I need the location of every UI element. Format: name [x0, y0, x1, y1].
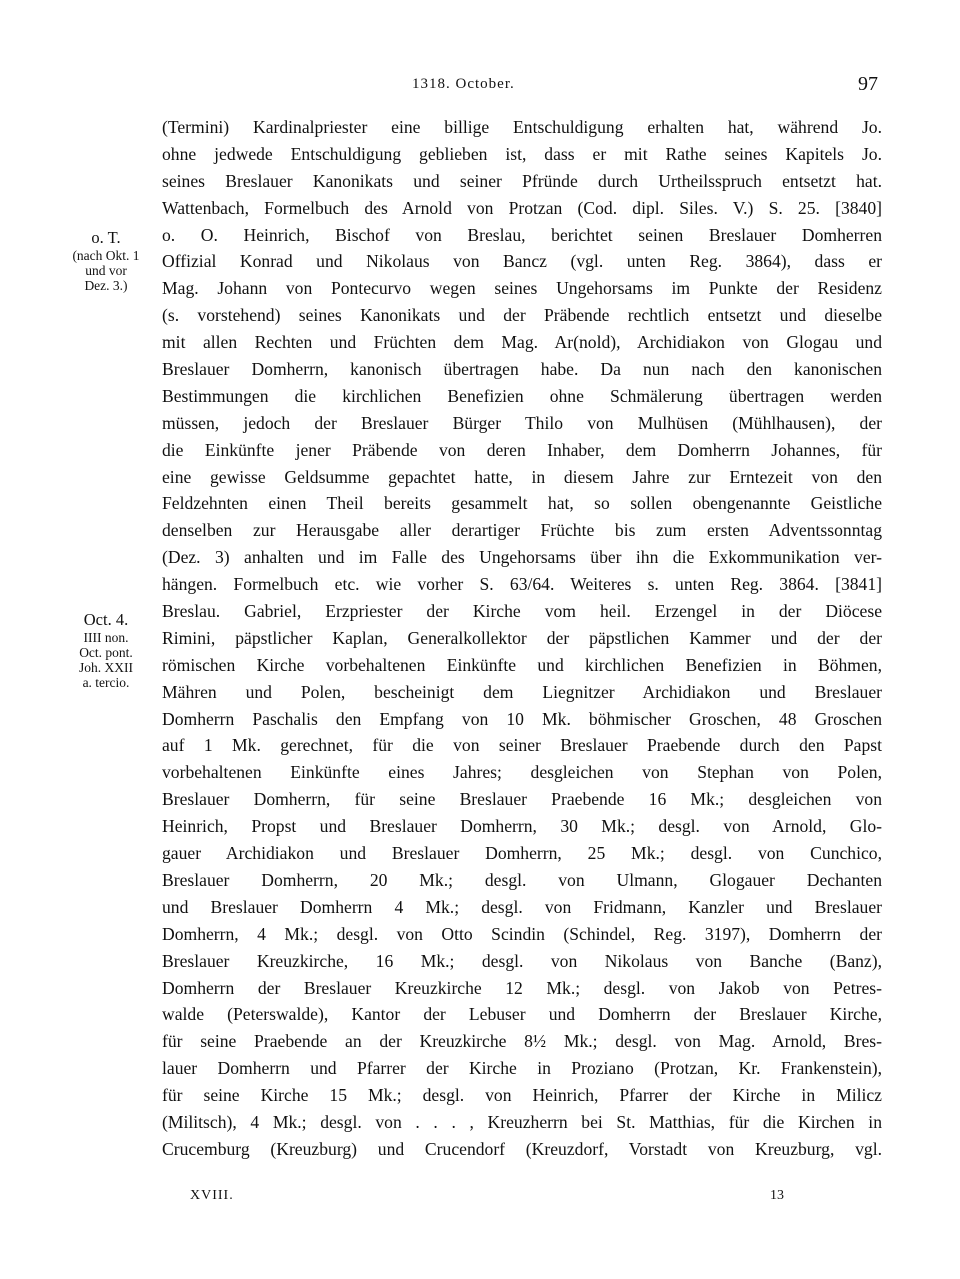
text-line: vorbehaltenen Einkünfte eines Jahres; desgleichen von Stephan von Polen,: [162, 762, 882, 783]
text-line: Mag. Johann von Pontecurvo wegen seines Ungehorsams im Punkte der Residenz: [162, 278, 882, 299]
text-line: römischen Kirche vorbehaltenen Einkünfte und kirchlichen Benefizien in Böhmen,: [162, 654, 882, 675]
text-line: auf 1 Mk. gerechnet, für die von seiner Breslauer Praebende durch den Papst: [162, 735, 882, 756]
text-line: lauer Domherrn und Pfarrer der Kirche in Proziano (Protzan, Kr. Frankenstein),: [162, 1058, 882, 1079]
margin-note-line: Dez. 3.): [84, 278, 128, 293]
margin-note-2: [58, 610, 154, 690]
text-line: eine gewisse Geldsumme gepachtet hatte, in diesem Jahre zur Erntezeit von den: [162, 466, 882, 487]
text-line: Breslauer Domherrn, 20 Mk.; desgl. von Ulmann, Glogauer Dechanten: [162, 869, 882, 890]
signature-mark: XVIII.: [190, 1188, 234, 1203]
text-line: Offizial Konrad und Nikolaus von Bancz (vgl. unten Reg. 3864), dass er: [162, 251, 882, 272]
margin-note-line: a. tercio.: [82, 675, 130, 690]
margin-note-line: (nach Okt. 1: [72, 248, 140, 263]
margin-note-line: o. T.: [91, 228, 121, 247]
text-line: Mähren und Polen, bescheinigt dem Liegnitzer Archidiakon und Breslauer: [162, 681, 882, 702]
margin-note-line: IIII non.: [83, 630, 129, 645]
text-line: Domherrn, 4 Mk.; desgl. von Otto Scindin (Schindel, Reg. 3197), Domherrn der: [162, 923, 882, 944]
text-line: Wattenbach, Formelbuch des Arnold von Protzan (Cod. dipl. Siles. V.) S. 25. [3840]: [162, 197, 882, 218]
text-line: Heinrich, Propst und Breslauer Domherrn, 30 Mk.; desgl. von Arnold, Glo-: [162, 816, 882, 837]
text-line: Breslauer Domherrn, für seine Breslauer Praebende 16 Mk.; desgleichen von: [162, 789, 882, 810]
text-line: Feldzehnten einen Theil bereits gesammelt hat, so sollen obengenannte Geistliche: [162, 493, 882, 514]
margin-note-line: Oct. pont.: [79, 645, 133, 660]
text-line: und Breslauer Domherrn 4 Mk.; desgl. von Fridmann, Kanzler und Breslauer: [162, 896, 882, 917]
margin-note-line: Oct. 4.: [83, 610, 129, 629]
text-line: ohne jedwede Entschuldigung geblieben ist, dass er mit Rathe seines Kapitels Jo.: [162, 143, 882, 164]
text-line: (Dez. 3) anhalten und im Falle des Ungehorsams über ihn die Exkommunikation ver-: [162, 547, 882, 568]
text-line: für seine Praebende an der Kreuzkirche 8½ Mk.; desgl. von Mag. Arnold, Bres-: [162, 1031, 882, 1052]
text-line: o. O. Heinrich, Bischof von Breslau, berichtet seinen Breslauer Domherren: [162, 224, 882, 245]
text-line: Domherrn Paschalis den Empfang von 10 Mk. böhmischer Groschen, 48 Groschen: [162, 708, 882, 729]
body-text: [162, 114, 882, 1163]
text-line: hängen. Formelbuch etc. wie vorher S. 63/64. Weiteres s. unten Reg. 3864. [3841]: [162, 574, 882, 595]
margin-note-line: Joh. XXII: [79, 660, 133, 675]
text-line: seines Breslauer Kanonikats und seiner Pfründe durch Urtheilsspruch entsetzt hat.: [162, 170, 882, 191]
text-line: Breslauer Domherrn, kanonisch übertragen habe. Da nun nach den kanonischen: [162, 359, 882, 380]
text-line: mit allen Rechten und Früchten dem Mag. Ar(nold), Archidiakon von Glogau und: [162, 332, 882, 353]
text-line: Breslau. Gabriel, Erzpriester der Kirche vom heil. Erzengel in der Diöcese: [162, 601, 882, 622]
text-line: Breslauer Kreuzkirche, 16 Mk.; desgl. von Nikolaus von Banche (Banz),: [162, 950, 882, 971]
text-line: Bestimmungen die kirchlichen Benefizien ohne Schmälerung übertragen werden: [162, 385, 882, 406]
text-line: denselben zur Herausgabe aller derartiger Früchte bis zum ersten Adventssonntag: [162, 520, 882, 541]
text-line: (s. vorstehend) seines Kanonikats und der Präbende rechtlich entsetzt und dieselbe: [162, 305, 882, 326]
text-line: müssen, jedoch der Breslauer Bürger Thilo von Mulhüsen (Mühlhausen), der: [162, 412, 882, 433]
text-line: die Einkünfte jener Präbende von deren Inhaber, dem Domherrn Johannes, für: [162, 439, 882, 460]
margin-note-1: [58, 228, 154, 293]
text-line: Rimini, päpstlicher Kaplan, Generalkollektor der päpstlichen Kammer und der der: [162, 627, 882, 648]
text-line: gauer Archidiakon und Breslauer Domherrn, 25 Mk.; desgl. von Cunchico,: [162, 843, 882, 864]
page-number: 97: [858, 73, 878, 95]
signature-number: 13: [770, 1188, 784, 1203]
header-date: 1318. October.: [412, 76, 515, 92]
text-line: Domherrn der Breslauer Kreuzkirche 12 Mk.; desgl. von Jakob von Petres-: [162, 977, 882, 998]
text-line: für seine Kirche 15 Mk.; desgl. von Heinrich, Pfarrer der Kirche in Milicz: [162, 1085, 882, 1106]
text-line: (Militsch), 4 Mk.; desgl. von . . . , Kreuzherrn bei St. Matthias, für die Kirchen in: [162, 1111, 882, 1132]
text-line: (Termini) Kardinalpriester eine billige Entschuldigung erhalten hat, während Jo.: [162, 117, 882, 137]
text-line: walde (Peterswalde), Kantor der Lebuser und Domherrn der Breslauer Kirche,: [162, 1004, 882, 1025]
text-line: Crucemburg (Kreuzburg) und Crucendorf (Kreuzdorf, Vorstadt von Kreuzburg, vgl.: [162, 1138, 882, 1159]
margin-note-line: und vor: [85, 263, 127, 278]
